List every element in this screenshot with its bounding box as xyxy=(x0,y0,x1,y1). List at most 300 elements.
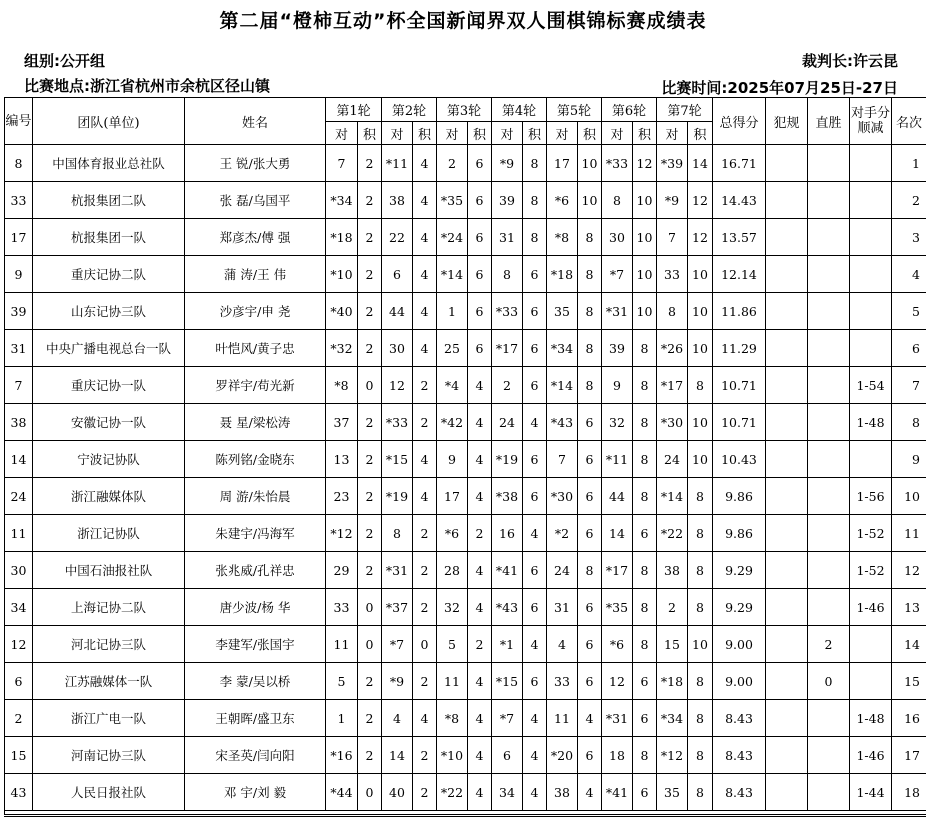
cell-team: 河北记协三队 xyxy=(33,626,185,663)
table-row xyxy=(5,478,926,515)
cell-round-opp: *22 xyxy=(437,774,468,811)
cell-round-pts: 2 xyxy=(358,330,382,367)
sub-header-pts: 积 xyxy=(688,122,713,145)
cell-round-opp: 12 xyxy=(382,367,413,404)
cell-no: 24 xyxy=(5,478,33,515)
cell-total: 10.71 xyxy=(713,367,766,404)
cell-round-pts: 6 xyxy=(523,589,547,626)
cell-round-pts: 10 xyxy=(578,182,602,219)
cell-team: 重庆记协一队 xyxy=(33,367,185,404)
cell-round-pts: 10 xyxy=(633,256,657,293)
cell-round-pts: 10 xyxy=(688,330,713,367)
col-header-round-4: 第4轮 xyxy=(492,98,547,122)
cell-round-pts: 8 xyxy=(633,552,657,589)
cell-no: 12 xyxy=(5,626,33,663)
cell-oppscore xyxy=(850,330,892,367)
cell-direct xyxy=(808,700,850,737)
cell-foul xyxy=(766,145,808,182)
cell-direct xyxy=(808,478,850,515)
cell-round-opp: 39 xyxy=(492,182,523,219)
cell-round-pts: 4 xyxy=(413,330,437,367)
cell-round-opp: *15 xyxy=(382,441,413,478)
cell-round-opp: 30 xyxy=(602,219,633,256)
cell-round-pts: 10 xyxy=(688,441,713,478)
cell-round-opp: 38 xyxy=(657,552,688,589)
col-header-round-7: 第7轮 xyxy=(657,98,713,122)
cell-name: 陈列铭/金晓东 xyxy=(185,441,326,478)
cell-round-opp: 23 xyxy=(326,478,358,515)
cell-round-opp: 9 xyxy=(437,441,468,478)
cell-name: 王朝晖/盛卫东 xyxy=(185,700,326,737)
cell-round-opp: 11 xyxy=(326,626,358,663)
cell-name: 罗祥宇/苟光新 xyxy=(185,367,326,404)
table-row xyxy=(5,737,926,774)
cell-round-pts: 6 xyxy=(468,293,492,330)
cell-round-pts: 2 xyxy=(358,700,382,737)
cell-round-opp: 18 xyxy=(602,737,633,774)
cell-round-opp: *26 xyxy=(657,330,688,367)
cell-round-pts: 4 xyxy=(413,700,437,737)
cell-round-opp: *34 xyxy=(326,182,358,219)
cell-total: 9.29 xyxy=(713,589,766,626)
cell-name: 张兆威/孔祥忠 xyxy=(185,552,326,589)
cell-foul xyxy=(766,330,808,367)
cell-round-pts: 4 xyxy=(468,737,492,774)
cell-round-opp: 8 xyxy=(602,182,633,219)
cell-round-pts: 4 xyxy=(523,774,547,811)
cell-foul xyxy=(766,737,808,774)
cell-round-pts: 6 xyxy=(578,663,602,700)
cell-round-opp: 5 xyxy=(437,626,468,663)
cell-round-opp: 24 xyxy=(492,404,523,441)
cell-team: 河南记协三队 xyxy=(33,737,185,774)
cell-round-pts: 4 xyxy=(413,441,437,478)
cell-round-opp: 32 xyxy=(437,589,468,626)
cell-round-opp: *11 xyxy=(602,441,633,478)
cell-round-pts: 4 xyxy=(578,774,602,811)
cell-round-pts: 10 xyxy=(688,404,713,441)
cell-round-opp: *6 xyxy=(602,626,633,663)
cell-oppscore xyxy=(850,182,892,219)
sub-header-opp: 对 xyxy=(382,122,413,145)
cell-round-pts: 2 xyxy=(358,293,382,330)
sub-header-pts: 积 xyxy=(358,122,382,145)
cell-round-opp: *6 xyxy=(437,515,468,552)
cell-round-pts: 4 xyxy=(468,404,492,441)
cell-foul xyxy=(766,515,808,552)
cell-team: 人民日报社队 xyxy=(33,774,185,811)
cell-round-opp: 8 xyxy=(492,256,523,293)
col-header-round-2: 第2轮 xyxy=(382,98,437,122)
cell-round-opp: 2 xyxy=(657,589,688,626)
cell-round-pts: 10 xyxy=(688,293,713,330)
cell-total: 9.00 xyxy=(713,663,766,700)
cell-round-pts: 8 xyxy=(688,552,713,589)
cell-round-opp: 34 xyxy=(492,774,523,811)
cell-round-pts: 6 xyxy=(523,330,547,367)
cell-round-opp: 44 xyxy=(602,478,633,515)
cell-round-pts: 6 xyxy=(468,145,492,182)
cell-round-opp: *30 xyxy=(547,478,578,515)
table-row xyxy=(5,330,926,367)
cell-round-opp: *37 xyxy=(382,589,413,626)
cell-rank: 2 xyxy=(892,182,926,219)
sub-header-opp: 对 xyxy=(326,122,358,145)
cell-round-pts: 4 xyxy=(523,404,547,441)
cell-round-pts: 12 xyxy=(633,145,657,182)
cell-round-pts: 6 xyxy=(578,515,602,552)
cell-direct xyxy=(808,441,850,478)
cell-foul xyxy=(766,182,808,219)
cell-team: 浙江融媒体队 xyxy=(33,478,185,515)
cell-round-pts: 6 xyxy=(633,663,657,700)
results-table xyxy=(4,97,926,817)
cell-round-opp: *42 xyxy=(437,404,468,441)
cell-round-opp: *10 xyxy=(437,737,468,774)
col-header-round-6: 第6轮 xyxy=(602,98,657,122)
cell-round-pts: 6 xyxy=(523,293,547,330)
cell-round-pts: 4 xyxy=(413,256,437,293)
table-row xyxy=(5,219,926,256)
time-label: 比赛时间:2025年07月25日-27日 xyxy=(661,79,898,97)
cell-round-pts: 4 xyxy=(523,515,547,552)
cell-oppscore: 1-48 xyxy=(850,404,892,441)
cell-rank: 8 xyxy=(892,404,926,441)
cell-direct xyxy=(808,552,850,589)
cell-name: 邓 宇/刘 毅 xyxy=(185,774,326,811)
cell-round-pts: 2 xyxy=(358,515,382,552)
cell-oppscore xyxy=(850,626,892,663)
cell-rank: 3 xyxy=(892,219,926,256)
cell-name: 唐少波/杨 华 xyxy=(185,589,326,626)
cell-rank: 4 xyxy=(892,256,926,293)
cell-round-opp: 9 xyxy=(602,367,633,404)
cell-round-opp: *30 xyxy=(657,404,688,441)
cell-oppscore xyxy=(850,293,892,330)
cell-round-pts: 10 xyxy=(578,145,602,182)
cell-rank: 9 xyxy=(892,441,926,478)
cell-round-opp: *17 xyxy=(657,367,688,404)
cell-rank: 17 xyxy=(892,737,926,774)
cell-round-pts: 0 xyxy=(358,626,382,663)
cell-name: 周 游/朱怡晨 xyxy=(185,478,326,515)
cell-round-opp: 17 xyxy=(437,478,468,515)
cell-round-opp: 38 xyxy=(547,774,578,811)
cell-no: 9 xyxy=(5,256,33,293)
cell-team: 重庆记协二队 xyxy=(33,256,185,293)
cell-team: 安徽记协一队 xyxy=(33,404,185,441)
col-header-team: 团队(单位) xyxy=(33,98,185,145)
cell-round-opp: *12 xyxy=(657,737,688,774)
cell-round-opp: *2 xyxy=(547,515,578,552)
cell-round-pts: 6 xyxy=(468,182,492,219)
cell-no: 38 xyxy=(5,404,33,441)
cell-round-pts: 8 xyxy=(578,293,602,330)
cell-oppscore: 1-48 xyxy=(850,700,892,737)
cell-round-opp: *14 xyxy=(437,256,468,293)
cell-round-pts: 2 xyxy=(358,145,382,182)
cell-total: 9.29 xyxy=(713,552,766,589)
cell-rank: 5 xyxy=(892,293,926,330)
cell-round-pts: 8 xyxy=(523,182,547,219)
cell-round-pts: 10 xyxy=(633,182,657,219)
cell-round-pts: 0 xyxy=(413,626,437,663)
cell-round-pts: 2 xyxy=(468,515,492,552)
cell-round-pts: 6 xyxy=(578,478,602,515)
cell-direct xyxy=(808,737,850,774)
cell-no: 17 xyxy=(5,219,33,256)
cell-round-pts: 8 xyxy=(633,589,657,626)
cell-oppscore xyxy=(850,441,892,478)
cell-round-pts: 4 xyxy=(468,441,492,478)
cell-round-pts: 2 xyxy=(358,552,382,589)
col-header-round-1: 第1轮 xyxy=(326,98,382,122)
cell-round-pts: 2 xyxy=(413,552,437,589)
cell-oppscore: 1-44 xyxy=(850,774,892,811)
venue-label: 比赛地点:浙江省杭州市余杭区径山镇 xyxy=(24,77,271,95)
cell-round-opp: *40 xyxy=(326,293,358,330)
cell-no: 14 xyxy=(5,441,33,478)
cell-round-pts: 8 xyxy=(578,330,602,367)
cell-round-opp: *18 xyxy=(547,256,578,293)
cell-round-opp: 14 xyxy=(602,515,633,552)
sub-header-pts: 积 xyxy=(523,122,547,145)
cell-round-pts: 12 xyxy=(688,182,713,219)
cell-rank: 7 xyxy=(892,367,926,404)
cell-total: 8.43 xyxy=(713,737,766,774)
cell-name: 朱建宇/冯海军 xyxy=(185,515,326,552)
cell-name: 叶恺风/黄子忠 xyxy=(185,330,326,367)
results-body xyxy=(5,145,926,811)
cell-round-pts: 2 xyxy=(358,737,382,774)
cell-oppscore: 1-46 xyxy=(850,737,892,774)
cell-round-pts: 10 xyxy=(633,219,657,256)
cell-round-opp: 4 xyxy=(547,626,578,663)
table-row xyxy=(5,774,926,811)
table-row xyxy=(5,700,926,737)
cell-round-pts: 2 xyxy=(358,182,382,219)
cell-foul xyxy=(766,256,808,293)
table-row xyxy=(5,182,926,219)
cell-round-opp: *1 xyxy=(492,626,523,663)
cell-foul xyxy=(766,293,808,330)
sub-header-opp: 对 xyxy=(602,122,633,145)
cell-direct xyxy=(808,515,850,552)
cell-total: 12.14 xyxy=(713,256,766,293)
cell-round-opp: *12 xyxy=(326,515,358,552)
cell-no: 30 xyxy=(5,552,33,589)
cell-team: 杭报集团一队 xyxy=(33,219,185,256)
cell-total: 11.86 xyxy=(713,293,766,330)
col-header-oppscore: 对手分顺减 xyxy=(850,98,892,145)
cell-round-opp: 24 xyxy=(547,552,578,589)
col-header-round-5: 第5轮 xyxy=(547,98,602,122)
cell-round-opp: *33 xyxy=(492,293,523,330)
cell-round-opp: 29 xyxy=(326,552,358,589)
cell-round-opp: 40 xyxy=(382,774,413,811)
cell-round-pts: 4 xyxy=(468,774,492,811)
cell-round-pts: 2 xyxy=(358,663,382,700)
table-row xyxy=(5,626,926,663)
cell-round-pts: 2 xyxy=(358,441,382,478)
cell-round-opp: *34 xyxy=(547,330,578,367)
cell-round-pts: 2 xyxy=(413,589,437,626)
cell-no: 39 xyxy=(5,293,33,330)
cell-no: 11 xyxy=(5,515,33,552)
cell-round-pts: 8 xyxy=(688,478,713,515)
cell-round-pts: 6 xyxy=(468,330,492,367)
cell-foul xyxy=(766,589,808,626)
cell-round-pts: 8 xyxy=(523,219,547,256)
cell-round-opp: *8 xyxy=(437,700,468,737)
cell-round-opp: *43 xyxy=(547,404,578,441)
cell-no: 7 xyxy=(5,367,33,404)
cell-round-pts: 6 xyxy=(633,700,657,737)
cell-round-opp: 11 xyxy=(547,700,578,737)
cell-round-opp: *17 xyxy=(602,552,633,589)
cell-direct xyxy=(808,256,850,293)
col-header-round-3: 第3轮 xyxy=(437,98,492,122)
cell-direct xyxy=(808,367,850,404)
col-header-total: 总得分 xyxy=(713,98,766,145)
cell-round-pts: 6 xyxy=(468,256,492,293)
cell-oppscore: 1-52 xyxy=(850,515,892,552)
cell-round-opp: *41 xyxy=(492,552,523,589)
cell-round-pts: 8 xyxy=(633,404,657,441)
cell-round-pts: 2 xyxy=(413,367,437,404)
cell-round-pts: 4 xyxy=(468,700,492,737)
cell-foul xyxy=(766,774,808,811)
cell-round-opp: *16 xyxy=(326,737,358,774)
cell-round-pts: 4 xyxy=(413,145,437,182)
cell-round-opp: *31 xyxy=(382,552,413,589)
cell-round-pts: 2 xyxy=(413,663,437,700)
cell-round-pts: 6 xyxy=(468,219,492,256)
sub-header-pts: 积 xyxy=(578,122,602,145)
table-row xyxy=(5,552,926,589)
sub-header-opp: 对 xyxy=(547,122,578,145)
cell-round-opp: 2 xyxy=(492,367,523,404)
cell-round-pts: 6 xyxy=(578,589,602,626)
header-row-rounds xyxy=(5,98,926,122)
cell-round-opp: 16 xyxy=(492,515,523,552)
cell-oppscore: 1-46 xyxy=(850,589,892,626)
cell-round-pts: 4 xyxy=(523,700,547,737)
cell-foul xyxy=(766,441,808,478)
cell-oppscore xyxy=(850,145,892,182)
cell-name: 张 磊/乌国平 xyxy=(185,182,326,219)
cell-round-pts: 6 xyxy=(523,478,547,515)
cell-round-pts: 6 xyxy=(578,626,602,663)
cell-round-pts: 8 xyxy=(633,441,657,478)
cell-no: 15 xyxy=(5,737,33,774)
cell-round-opp: *7 xyxy=(602,256,633,293)
cell-direct xyxy=(808,404,850,441)
cell-round-pts: 8 xyxy=(688,515,713,552)
cell-round-opp: *22 xyxy=(657,515,688,552)
cell-foul xyxy=(766,626,808,663)
cell-direct xyxy=(808,330,850,367)
cell-round-pts: 2 xyxy=(413,404,437,441)
cell-round-opp: *11 xyxy=(382,145,413,182)
sub-header-opp: 对 xyxy=(657,122,688,145)
cell-name: 蒲 涛/王 伟 xyxy=(185,256,326,293)
cell-total: 9.86 xyxy=(713,515,766,552)
cell-total: 14.43 xyxy=(713,182,766,219)
cell-round-pts: 4 xyxy=(413,182,437,219)
cell-oppscore: 1-54 xyxy=(850,367,892,404)
cell-total: 9.00 xyxy=(713,626,766,663)
cell-round-opp: 7 xyxy=(547,441,578,478)
cell-round-opp: 31 xyxy=(547,589,578,626)
cell-round-opp: 14 xyxy=(382,737,413,774)
cell-direct: 0 xyxy=(808,663,850,700)
cell-round-pts: 6 xyxy=(523,663,547,700)
cell-round-pts: 8 xyxy=(578,552,602,589)
cell-round-pts: 12 xyxy=(688,219,713,256)
cell-round-opp: *9 xyxy=(657,182,688,219)
cell-round-opp: *43 xyxy=(492,589,523,626)
col-header-name: 姓名 xyxy=(185,98,326,145)
cell-round-opp: *24 xyxy=(437,219,468,256)
cell-round-opp: 6 xyxy=(382,256,413,293)
cell-round-pts: 4 xyxy=(468,367,492,404)
cell-team: 中央广播电视总台一队 xyxy=(33,330,185,367)
col-header-rank: 名次 xyxy=(892,98,926,145)
cell-round-opp: 7 xyxy=(657,219,688,256)
cell-round-opp: *19 xyxy=(492,441,523,478)
cell-round-opp: *31 xyxy=(602,700,633,737)
cell-round-pts: 4 xyxy=(578,700,602,737)
cell-round-opp: 30 xyxy=(382,330,413,367)
cell-team: 中国石油报社队 xyxy=(33,552,185,589)
cell-team: 江苏融媒体一队 xyxy=(33,663,185,700)
cell-team: 宁波记协队 xyxy=(33,441,185,478)
cell-round-pts: 0 xyxy=(358,367,382,404)
cell-round-opp: *14 xyxy=(547,367,578,404)
table-row xyxy=(5,515,926,552)
table-row xyxy=(5,441,926,478)
cell-total: 9.86 xyxy=(713,478,766,515)
cell-direct xyxy=(808,145,850,182)
cell-round-opp: 12 xyxy=(602,663,633,700)
cell-round-pts: 6 xyxy=(523,441,547,478)
cell-round-pts: 2 xyxy=(358,404,382,441)
cell-round-opp: *15 xyxy=(492,663,523,700)
cell-round-opp: *9 xyxy=(382,663,413,700)
cell-round-opp: 35 xyxy=(547,293,578,330)
page-title: 第二届“橙柿互动”杯全国新闻界双人围棋锦标赛成绩表 xyxy=(219,10,707,32)
cell-foul xyxy=(766,552,808,589)
cell-round-pts: 2 xyxy=(413,515,437,552)
cell-direct xyxy=(808,589,850,626)
cell-round-opp: 8 xyxy=(382,515,413,552)
cell-round-pts: 8 xyxy=(578,219,602,256)
col-header-foul: 犯规 xyxy=(766,98,808,145)
cell-team: 山东记协三队 xyxy=(33,293,185,330)
cell-no: 31 xyxy=(5,330,33,367)
table-row xyxy=(5,663,926,700)
cell-name: 沙彦宇/申 尧 xyxy=(185,293,326,330)
cell-round-pts: 10 xyxy=(688,256,713,293)
cell-rank: 16 xyxy=(892,700,926,737)
cell-round-pts: 6 xyxy=(633,774,657,811)
cell-round-pts: 6 xyxy=(633,515,657,552)
cell-name: 宋圣英/闫向阳 xyxy=(185,737,326,774)
cell-name: 李 蒙/吴以桥 xyxy=(185,663,326,700)
cell-no: 34 xyxy=(5,589,33,626)
table-row xyxy=(5,367,926,404)
